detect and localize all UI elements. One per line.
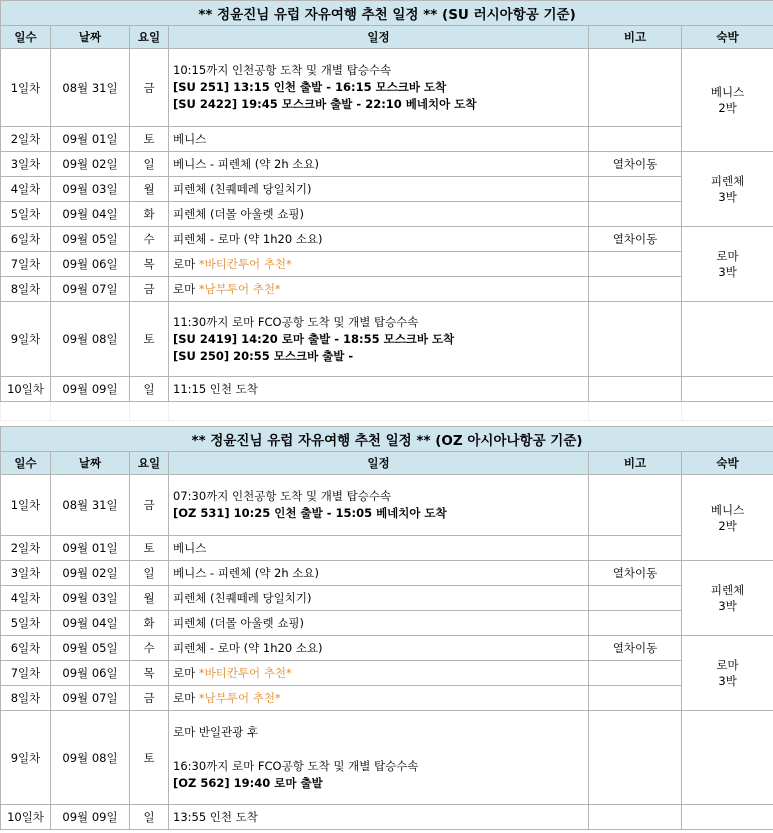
day-cell: 1일차 xyxy=(1,49,51,127)
day-cell: 5일차 xyxy=(1,611,51,636)
schedule-line: 피렌체 - 로마 (약 1h20 소요) xyxy=(173,640,323,655)
weekday-cell: 월 xyxy=(130,177,169,202)
schedule-cell xyxy=(169,227,589,252)
note-cell xyxy=(589,377,682,402)
weekday-cell: 화 xyxy=(130,202,169,227)
flight-line: [OZ 531] 10:25 인천 출발 - 15:05 베네치아 도착 xyxy=(173,506,447,520)
schedule-line: 로마 반일관광 후 xyxy=(173,724,259,739)
table-row xyxy=(1,227,773,252)
day-cell: 3일차 xyxy=(1,561,51,586)
date-cell: 09월 02일 xyxy=(51,152,130,177)
date-cell: 08월 31일 xyxy=(51,475,130,536)
table-row xyxy=(1,177,773,202)
table-row xyxy=(1,252,773,277)
table-row xyxy=(1,152,773,177)
day-cell: 8일차 xyxy=(1,686,51,711)
note-cell xyxy=(589,202,682,227)
weekday-cell: 일 xyxy=(130,152,169,177)
schedule-cell xyxy=(169,377,589,402)
date-cell: 08월 31일 xyxy=(51,49,130,127)
note-cell xyxy=(589,475,682,536)
date-cell: 09월 03일 xyxy=(51,177,130,202)
date-cell: 09월 06일 xyxy=(51,252,130,277)
day-cell: 6일차 xyxy=(1,636,51,661)
schedule-cell xyxy=(169,302,589,377)
schedule-line: 10:15까지 인천공항 도착 및 개별 탑승수속 xyxy=(173,63,392,77)
date-cell: 09월 01일 xyxy=(51,536,130,561)
schedule-line: 피렌체 (친퀘떼레 당일치기) xyxy=(173,181,312,196)
weekday-cell: 금 xyxy=(130,277,169,302)
schedule-line: 베니스 - 피렌체 (약 2h 소요) xyxy=(173,565,319,580)
note-cell xyxy=(589,611,682,636)
day-cell: 8일차 xyxy=(1,277,51,302)
note-cell xyxy=(589,277,682,302)
header-schedule: 일정 xyxy=(169,452,589,475)
date-cell: 09월 09일 xyxy=(51,377,130,402)
schedule-cell xyxy=(169,711,589,805)
table-row xyxy=(1,561,773,586)
schedule-line: 피렌체 (더몰 아울렛 쇼핑) xyxy=(173,206,305,221)
stay-nights: 2박 xyxy=(718,101,737,115)
stay-city: 피렌체 xyxy=(710,583,745,597)
table-row xyxy=(1,636,773,661)
stay-city: 피렌체 xyxy=(710,174,745,188)
note-cell: 열차이동 xyxy=(589,227,682,252)
weekday-cell: 토 xyxy=(130,711,169,805)
note-cell xyxy=(589,302,682,377)
date-cell: 09월 08일 xyxy=(51,711,130,805)
schedule-cell xyxy=(169,561,589,586)
schedule-line: 11:15 인천 도착 xyxy=(173,381,258,396)
header-stay: 숙박 xyxy=(682,26,773,49)
stay-cell xyxy=(682,152,773,227)
day-cell: 4일차 xyxy=(1,177,51,202)
day-cell: 9일차 xyxy=(1,302,51,377)
table-row xyxy=(1,302,773,377)
header-weekday: 요일 xyxy=(130,26,169,49)
stay-city: 로마 xyxy=(716,658,739,672)
flight-line: [OZ 562] 19:40 로마 출발 xyxy=(173,775,323,790)
schedule-line: 베니스 xyxy=(173,131,207,146)
schedule-cell xyxy=(169,252,589,277)
stay-nights: 3박 xyxy=(718,674,737,688)
schedule-line: 로마 xyxy=(173,281,199,296)
header-date: 날짜 xyxy=(51,26,130,49)
note-cell: 열차이동 xyxy=(589,152,682,177)
stay-nights: 3박 xyxy=(718,265,737,279)
date-cell: 09월 07일 xyxy=(51,686,130,711)
stay-city: 로마 xyxy=(716,249,739,263)
schedule-cell xyxy=(169,277,589,302)
stay-cell xyxy=(682,805,773,830)
day-cell: 9일차 xyxy=(1,711,51,805)
note-cell xyxy=(589,805,682,830)
header-day: 일수 xyxy=(1,452,51,475)
day-cell: 6일차 xyxy=(1,227,51,252)
stay-nights: 2박 xyxy=(718,518,737,533)
weekday-cell: 금 xyxy=(130,475,169,536)
day-cell: 10일차 xyxy=(1,805,51,830)
table-row xyxy=(1,711,773,805)
date-cell: 09월 05일 xyxy=(51,227,130,252)
table-row xyxy=(1,377,773,402)
date-cell: 09월 08일 xyxy=(51,302,130,377)
schedule-cell xyxy=(169,805,589,830)
day-cell: 2일차 xyxy=(1,536,51,561)
schedule-cell xyxy=(169,49,589,127)
schedule-line: 16:30까지 로마 FCO공항 도착 및 개별 탑승수속 xyxy=(173,758,419,773)
schedule-line: 11:30까지 로마 FCO공항 도착 및 개별 탑승수속 xyxy=(173,314,419,329)
schedule-line: 로마 xyxy=(173,690,199,705)
schedule-line: 13:55 인천 도착 xyxy=(173,809,258,824)
header-weekday: 요일 xyxy=(130,452,169,475)
day-cell: 3일차 xyxy=(1,152,51,177)
table-row xyxy=(1,475,773,536)
stay-cell xyxy=(682,302,773,377)
weekday-cell: 일 xyxy=(130,377,169,402)
weekday-cell: 토 xyxy=(130,536,169,561)
schedule-table-oz xyxy=(0,426,773,830)
day-cell: 10일차 xyxy=(1,377,51,402)
schedule-line: 피렌체 (친퀘떼레 당일치기) xyxy=(173,590,312,605)
weekday-cell: 목 xyxy=(130,661,169,686)
weekday-cell: 토 xyxy=(130,127,169,152)
date-cell: 09월 01일 xyxy=(51,127,130,152)
table-row xyxy=(1,202,773,227)
schedule-line: 로마 xyxy=(173,256,199,271)
schedule-line: 베니스 - 피렌체 (약 2h 소요) xyxy=(173,156,319,171)
weekday-cell: 수 xyxy=(130,227,169,252)
header-note: 비고 xyxy=(589,452,682,475)
tour-recommendation: *바티칸투어 추천* xyxy=(198,665,292,680)
table-row xyxy=(1,805,773,830)
stay-city: 베니스 xyxy=(710,85,745,99)
schedule-cell xyxy=(169,152,589,177)
schedule-cell xyxy=(169,686,589,711)
day-cell: 5일차 xyxy=(1,202,51,227)
date-cell: 09월 03일 xyxy=(51,586,130,611)
day-cell: 7일차 xyxy=(1,661,51,686)
weekday-cell: 화 xyxy=(130,611,169,636)
stay-nights: 3박 xyxy=(718,190,737,204)
date-cell: 09월 05일 xyxy=(51,636,130,661)
weekday-cell: 금 xyxy=(130,686,169,711)
day-cell: 7일차 xyxy=(1,252,51,277)
stay-nights: 3박 xyxy=(718,599,737,613)
schedule-cell xyxy=(169,177,589,202)
schedule-line: 피렌체 - 로마 (약 1h20 소요) xyxy=(173,231,323,246)
header-date: 날짜 xyxy=(51,452,130,475)
schedule-cell xyxy=(169,202,589,227)
note-cell xyxy=(589,536,682,561)
stay-cell xyxy=(682,636,773,711)
note-cell: 열차이동 xyxy=(589,636,682,661)
note-cell: 열차이동 xyxy=(589,561,682,586)
weekday-cell: 일 xyxy=(130,561,169,586)
weekday-cell: 수 xyxy=(130,636,169,661)
flight-line: [SU 250] 20:55 모스크바 출발 - xyxy=(173,348,354,363)
header-day: 일수 xyxy=(1,26,51,49)
schedule-cell xyxy=(169,611,589,636)
schedule-cell xyxy=(169,127,589,152)
date-cell: 09월 07일 xyxy=(51,277,130,302)
note-cell xyxy=(589,586,682,611)
tour-recommendation: *남부투어 추천* xyxy=(198,281,281,296)
date-cell: 09월 04일 xyxy=(51,611,130,636)
weekday-cell: 목 xyxy=(130,252,169,277)
schedule-line: 베니스 xyxy=(173,540,207,555)
table-row xyxy=(1,586,773,611)
table-row xyxy=(1,661,773,686)
header-schedule: 일정 xyxy=(169,26,589,49)
flight-line: [SU 2419] 14:20 로마 출발 - 18:55 모스크바 도착 xyxy=(173,331,455,346)
note-cell xyxy=(589,661,682,686)
table-row xyxy=(1,127,773,152)
table-title: ** 정윤진님 유럽 자유여행 추천 일정 ** (OZ 아시아나항공 기준) xyxy=(1,427,773,452)
table-row xyxy=(1,49,773,127)
table-title: ** 정윤진님 유럽 자유여행 추천 일정 ** (SU 러시아항공 기준) xyxy=(1,1,773,26)
weekday-cell: 월 xyxy=(130,586,169,611)
schedule-line: 로마 xyxy=(173,665,199,680)
stay-cell xyxy=(682,377,773,402)
tour-recommendation: *남부투어 추천* xyxy=(198,690,281,705)
stay-city: 베니스 xyxy=(710,502,745,517)
table-row xyxy=(1,686,773,711)
schedule-line-blank xyxy=(173,741,588,758)
schedule-cell xyxy=(169,586,589,611)
stay-cell xyxy=(682,475,773,561)
note-cell xyxy=(589,127,682,152)
schedule-cell xyxy=(169,636,589,661)
schedule-cell xyxy=(169,536,589,561)
date-cell: 09월 02일 xyxy=(51,561,130,586)
stay-cell xyxy=(682,227,773,302)
schedule-sheet-oz xyxy=(0,426,773,830)
note-cell xyxy=(589,49,682,127)
date-cell: 09월 04일 xyxy=(51,202,130,227)
note-cell xyxy=(589,177,682,202)
day-cell: 1일차 xyxy=(1,475,51,536)
stay-cell xyxy=(682,49,773,152)
stay-cell xyxy=(682,711,773,805)
weekday-cell: 금 xyxy=(130,49,169,127)
table-row xyxy=(1,277,773,302)
schedule-cell xyxy=(169,475,589,536)
schedule-cell xyxy=(169,661,589,686)
stay-cell xyxy=(682,561,773,636)
note-cell xyxy=(589,252,682,277)
header-note: 비고 xyxy=(589,26,682,49)
date-cell: 09월 06일 xyxy=(51,661,130,686)
flight-line: [SU 2422] 19:45 모스크바 출발 - 22:10 베네치아 도착 xyxy=(173,97,477,111)
header-stay: 숙박 xyxy=(682,452,773,475)
day-cell: 4일차 xyxy=(1,586,51,611)
flight-line: [SU 251] 13:15 인천 출발 - 16:15 모스크바 도착 xyxy=(173,80,447,94)
date-cell: 09월 09일 xyxy=(51,805,130,830)
weekday-cell: 토 xyxy=(130,302,169,377)
day-cell: 2일차 xyxy=(1,127,51,152)
table-row xyxy=(1,611,773,636)
note-cell xyxy=(589,711,682,805)
spacer-row xyxy=(1,402,773,421)
schedule-line: 07:30까지 인천공항 도착 및 개별 탑승수속 xyxy=(173,489,392,503)
weekday-cell: 일 xyxy=(130,805,169,830)
schedule-line: 피렌체 (더몰 아울렛 쇼핑) xyxy=(173,615,305,630)
table-row xyxy=(1,536,773,561)
tour-recommendation: *바티칸투어 추천* xyxy=(198,256,292,271)
note-cell xyxy=(589,686,682,711)
